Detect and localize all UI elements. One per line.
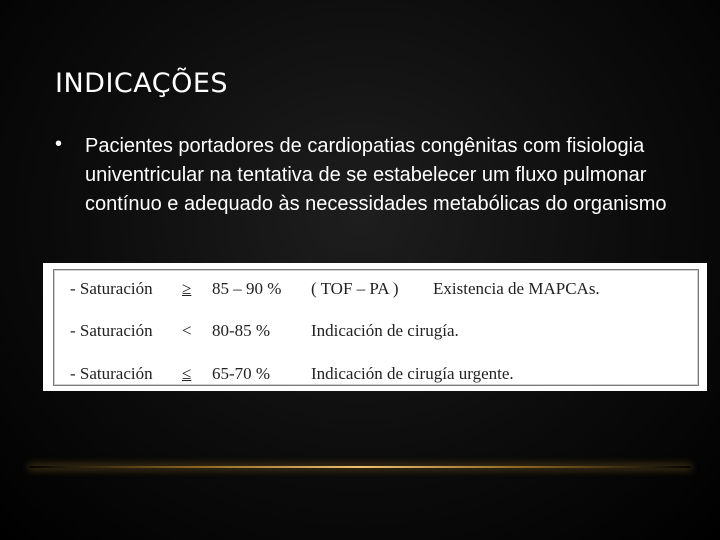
table-row xyxy=(70,279,688,303)
saturation-table-image xyxy=(43,263,707,391)
row-label: - Saturación xyxy=(70,321,153,340)
row-extra: Existencia de MAPCAs. xyxy=(433,279,600,298)
table-row xyxy=(70,364,688,388)
bullet-marker: • xyxy=(55,133,63,155)
bullet-text: Pacientes portadores de cardiopatias congênitas com fisiologia univentricular na tentativa de se estabelecer um fluxo pulmonar contínuo e adequado às necessidades metabólicas do organismo xyxy=(85,135,667,215)
row-operator: < xyxy=(182,321,192,340)
slide-title: INDICAÇÕES xyxy=(55,68,229,99)
row-note: Indicación de cirugía. xyxy=(311,321,459,340)
row-range: 80-85 % xyxy=(212,321,271,340)
row-operator: ≤ xyxy=(182,364,192,383)
row-range: 65-70 % xyxy=(212,364,271,383)
table-row xyxy=(70,321,688,345)
row-operator: ≥ xyxy=(182,279,192,298)
row-range: 85 – 90 % xyxy=(212,279,282,298)
row-label: - Saturación xyxy=(70,279,153,298)
row-note: ( TOF – PA ) xyxy=(311,279,399,298)
table-frame xyxy=(53,269,699,386)
row-label: - Saturación xyxy=(70,364,153,383)
row-note: Indicación de cirugía urgente. xyxy=(311,364,514,383)
decorative-glow-line xyxy=(30,466,690,468)
bullet-list xyxy=(55,132,695,219)
